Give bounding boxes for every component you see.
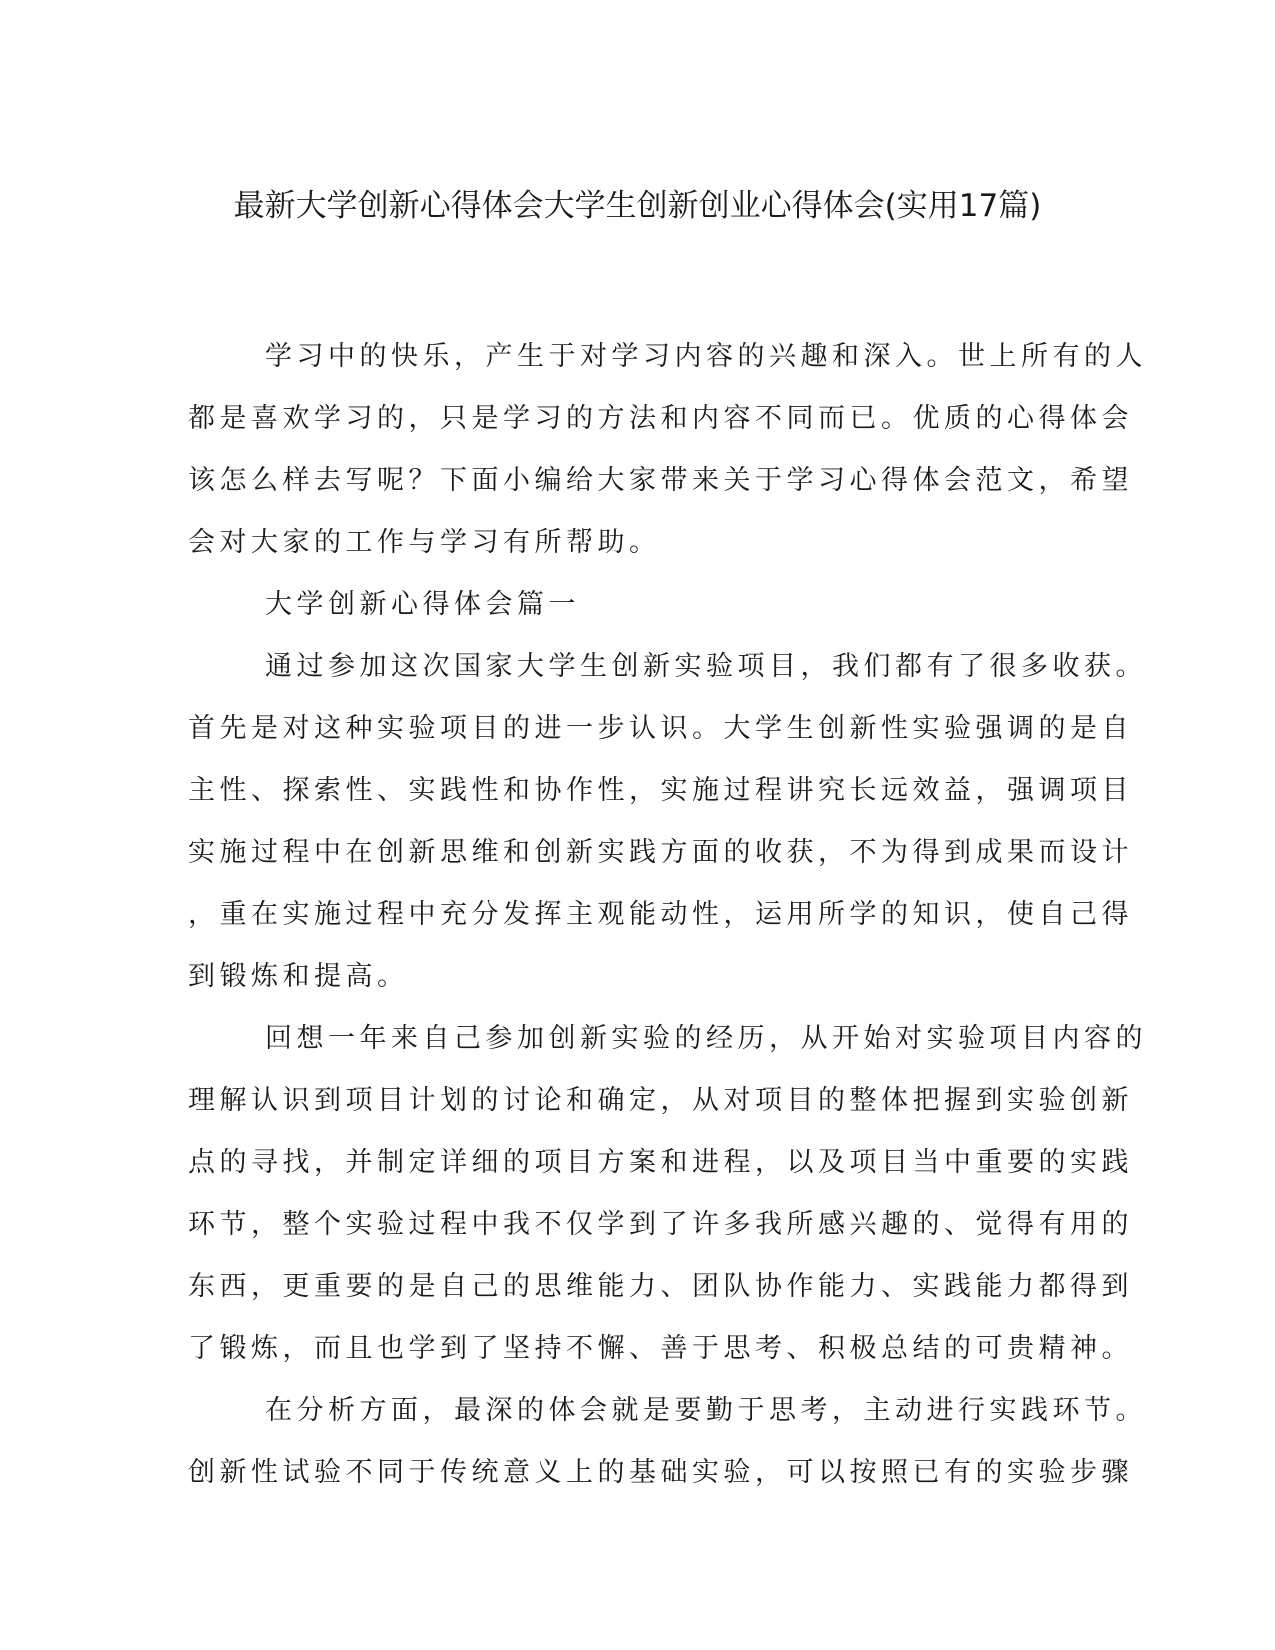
body-line: 创新性试验不同于传统意义上的基础实验，可以按照已有的实验步骤 [188, 1457, 1133, 1488]
body-line: 回想一年来自己参加创新实验的经历，从开始对实验项目内容的 [265, 1023, 1147, 1054]
body-line: 理解认识到项目计划的讨论和确定，从对项目的整体把握到实验创新 [188, 1085, 1133, 1116]
body-line: 首先是对这种实验项目的进一步认识。大学生创新性实验强调的是自 [188, 713, 1133, 744]
body-line: 在分析方面，最深的体会就是要勤于思考，主动进行实践环节。 [265, 1395, 1147, 1426]
body-line: 该怎么样去写呢？下面小编给大家带来关于学习心得体会范文，希望 [188, 465, 1133, 496]
body-lines [188, 326, 1147, 1504]
body-line: 会对大家的工作与学习有所帮助。 [188, 527, 661, 558]
body-line: 学习中的快乐，产生于对学习内容的兴趣和深入。世上所有的人 [265, 341, 1147, 372]
body-line: 大学创新心得体会篇一 [265, 589, 580, 620]
body-line: 通过参加这次国家大学生创新实验项目，我们都有了很多收获。 [265, 651, 1147, 682]
body-line: 到锻炼和提高。 [188, 961, 409, 992]
document-title: 最新大学创新心得体会大学生创新创业心得体会(实用17篇) [233, 188, 1042, 224]
body-line: 了锻炼，而且也学到了坚持不懈、善于思考、积极总结的可贵精神。 [188, 1333, 1133, 1364]
body-line: 点的寻找，并制定详细的项目方案和进程，以及项目当中重要的实践 [188, 1147, 1133, 1178]
body-line: 主性、探索性、实践性和协作性，实施过程讲究长远效益，强调项目 [188, 775, 1133, 806]
body-line: 环节，整个实验过程中我不仅学到了许多我所感兴趣的、觉得有用的 [188, 1209, 1133, 1240]
document-body [188, 326, 1147, 1504]
body-line: 东西，更重要的是自己的思维能力、团队协作能力、实践能力都得到 [188, 1271, 1133, 1302]
body-line: 实施过程中在创新思维和创新实践方面的收获，不为得到成果而设计 [188, 837, 1133, 868]
body-line: 都是喜欢学习的，只是学习的方法和内容不同而已。优质的心得体会 [188, 403, 1133, 434]
body-line: ，重在实施过程中充分发挥主观能动性，运用所学的知识，使自己得 [188, 899, 1133, 930]
